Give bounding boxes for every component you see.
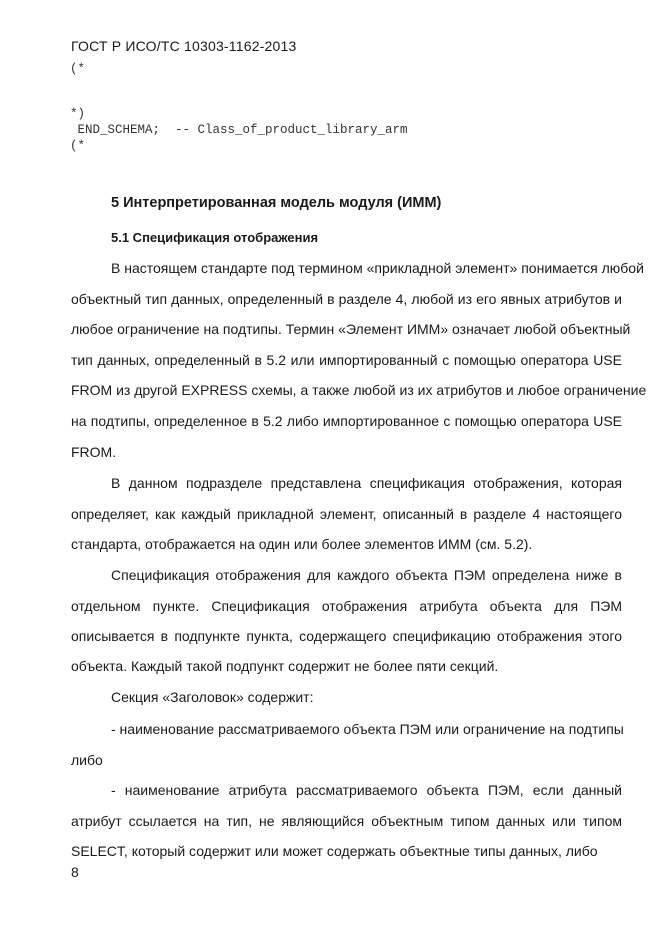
code-end-schema: END_SCHEMA; -- Class_of_product_library_arm: [70, 123, 408, 137]
list-item-line: SELECT, который содержит или может содержать объектные типы данных, либо: [71, 843, 598, 859]
code-comment-close: *): [70, 107, 86, 121]
paragraph-line: тип данных, определенный в 5.2 или импортированный с помощью оператора USE: [71, 352, 622, 368]
paragraph-line: на подтипы, определенное в 5.2 либо импортированное с помощью оператора USE: [71, 413, 622, 429]
list-item-line: либо: [71, 752, 103, 768]
list-item-line: - наименование рассматриваемого объекта ПЭМ или ограничение на подтипы: [111, 721, 624, 737]
paragraph-line: описывается в подпункте пункта, содержащего спецификацию отображения этого: [71, 628, 622, 644]
list-item-line: - наименование атрибута рассматриваемого объекта ПЭМ, если данный: [111, 782, 622, 798]
paragraph-line: объекта. Каждый такой подпункт содержит не более пяти секций.: [71, 658, 499, 674]
page-number: 8: [71, 864, 79, 880]
paragraph-line: Спецификация отображения для каждого объекта ПЭМ определена ниже в: [111, 567, 622, 583]
document-header: ГОСТ Р ИСО/ТС 10303-1162-2013: [71, 38, 297, 54]
subsection-heading: 5.1 Спецификация отображения: [111, 230, 319, 245]
paragraph-line: любое ограничение на подтипы. Термин «Элемент ИММ» означает любой объектный: [71, 321, 631, 337]
paragraph-line: В настоящем стандарте под термином «прикладной элемент» понимается любой: [111, 260, 644, 276]
section-heading: 5 Интерпретированная модель модуля (ИММ): [111, 195, 442, 211]
paragraph-line: стандарта, отображается на один или более элементов ИММ (см. 5.2).: [71, 536, 533, 552]
paragraph-line: FROM.: [71, 444, 117, 460]
paragraph-line: FROM из другой EXPRESS схемы, а также любой из их атрибутов и любое ограничение: [71, 382, 647, 398]
paragraph-line: В данном подразделе представлена спецификация отображения, которая: [111, 475, 622, 491]
paragraph-line: Cекция «Заголовок» содержит:: [111, 689, 314, 705]
paragraph-line: определяет, как каждый прикладной элемент, описанный в разделе 4 настоящего: [71, 506, 622, 522]
list-item-line: атрибут ссылается на тип, не являющийся объектным типом данных или типом: [71, 813, 622, 829]
code-comment-open: (*: [70, 62, 86, 76]
paragraph-line: объектный тип данных, определенный в разделе 4, любой из его явных атрибутов и: [71, 291, 622, 307]
code-comment-open-2: (*: [70, 139, 86, 153]
paragraph-line: отдельном пункте. Спецификация отображения атрибута объекта для ПЭМ: [71, 598, 622, 614]
